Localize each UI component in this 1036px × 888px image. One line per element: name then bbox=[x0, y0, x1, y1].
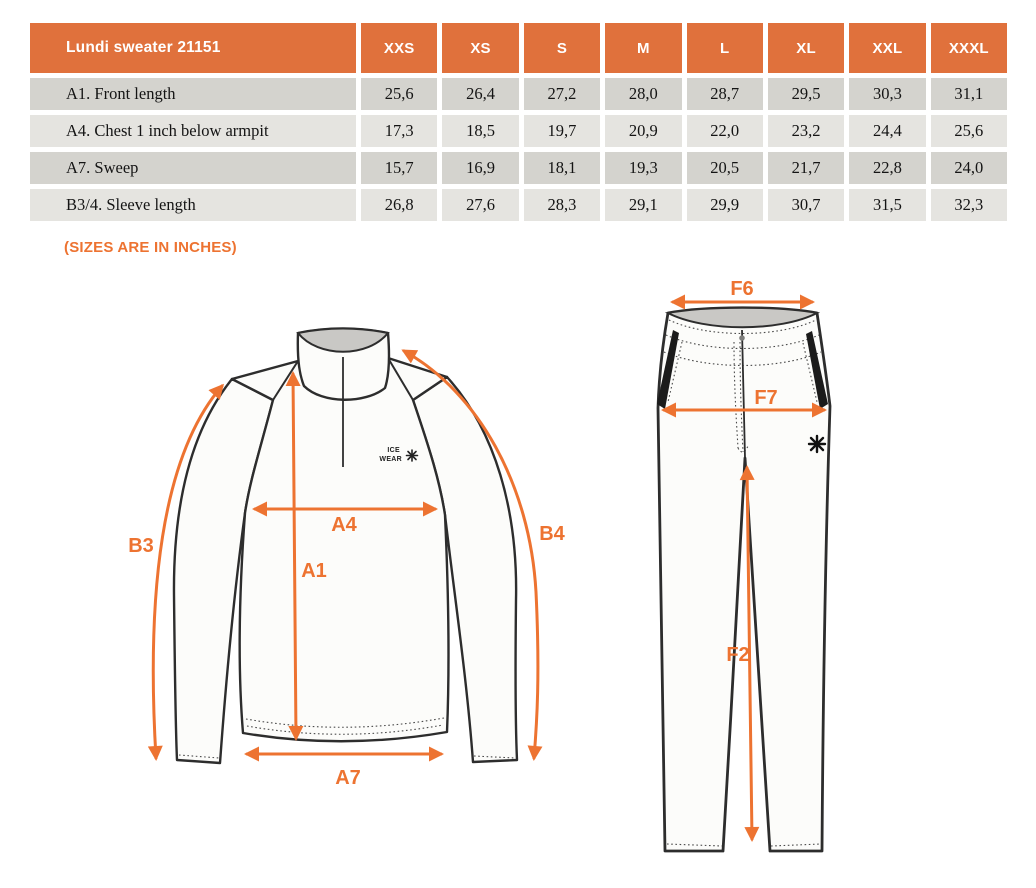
table-value: 31,1 bbox=[931, 78, 1007, 110]
row-label-sweep: A7. Sweep bbox=[30, 152, 356, 184]
table-value: 19,3 bbox=[605, 152, 681, 184]
table-value: 27,6 bbox=[442, 189, 518, 221]
logo-line-2: WEAR bbox=[379, 456, 402, 463]
table-value: 26,8 bbox=[361, 189, 437, 221]
sweater-diagram bbox=[100, 300, 580, 800]
table-value: 25,6 bbox=[361, 78, 437, 110]
table-value: 29,9 bbox=[687, 189, 763, 221]
label-a4: A4 bbox=[331, 514, 357, 536]
label-f7: F7 bbox=[754, 387, 778, 409]
size-header-m: M bbox=[605, 23, 681, 73]
label-b4: B4 bbox=[539, 523, 565, 545]
table-value: 30,7 bbox=[768, 189, 844, 221]
label-b3: B3 bbox=[128, 535, 154, 557]
pants-button bbox=[739, 335, 745, 341]
table-value: 24,4 bbox=[849, 115, 925, 147]
pants-snowflake-icon bbox=[809, 436, 825, 452]
logo-snowflake-icon bbox=[407, 450, 418, 461]
table-value: 26,4 bbox=[442, 78, 518, 110]
table-value: 18,1 bbox=[524, 152, 600, 184]
size-header-s: S bbox=[524, 23, 600, 73]
label-f6: F6 bbox=[730, 280, 754, 300]
table-value: 28,3 bbox=[524, 189, 600, 221]
label-a7: A7 bbox=[335, 767, 361, 789]
table-value: 31,5 bbox=[849, 189, 925, 221]
row-label-chest: A4. Chest 1 inch below armpit bbox=[30, 115, 356, 147]
table-value: 23,2 bbox=[768, 115, 844, 147]
table-value: 21,7 bbox=[768, 152, 844, 184]
table-value: 18,5 bbox=[442, 115, 518, 147]
pants-diagram bbox=[635, 280, 865, 860]
size-header-xxxl: XXXL bbox=[931, 23, 1007, 73]
table-value: 24,0 bbox=[931, 152, 1007, 184]
table-value: 27,2 bbox=[524, 78, 600, 110]
table-value: 15,7 bbox=[361, 152, 437, 184]
size-header-xxl: XXL bbox=[849, 23, 925, 73]
sizes-unit-note: (SIZES ARE IN INCHES) bbox=[64, 239, 237, 256]
table-value: 28,7 bbox=[687, 78, 763, 110]
size-header-xl: XL bbox=[768, 23, 844, 73]
table-value: 19,7 bbox=[524, 115, 600, 147]
table-title: Lundi sweater 21151 bbox=[30, 23, 356, 73]
size-header-xxs: XXS bbox=[361, 23, 437, 73]
table-value: 20,9 bbox=[605, 115, 681, 147]
table-value: 22,0 bbox=[687, 115, 763, 147]
table-value: 32,3 bbox=[931, 189, 1007, 221]
table-value: 29,1 bbox=[605, 189, 681, 221]
table-value: 30,3 bbox=[849, 78, 925, 110]
table-value: 22,8 bbox=[849, 152, 925, 184]
size-table bbox=[30, 23, 1007, 221]
table-value: 17,3 bbox=[361, 115, 437, 147]
row-label-front-length: A1. Front length bbox=[30, 78, 356, 110]
row-label-sleeve-length: B3/4. Sleeve length bbox=[30, 189, 356, 221]
table-value: 20,5 bbox=[687, 152, 763, 184]
size-header-l: L bbox=[687, 23, 763, 73]
table-value: 16,9 bbox=[442, 152, 518, 184]
table-value: 25,6 bbox=[931, 115, 1007, 147]
table-value: 28,0 bbox=[605, 78, 681, 110]
table-value: 29,5 bbox=[768, 78, 844, 110]
label-f2: F2 bbox=[726, 644, 750, 666]
size-header-xs: XS bbox=[442, 23, 518, 73]
label-a1: A1 bbox=[301, 560, 327, 582]
logo-line-1: ICE bbox=[387, 447, 400, 454]
